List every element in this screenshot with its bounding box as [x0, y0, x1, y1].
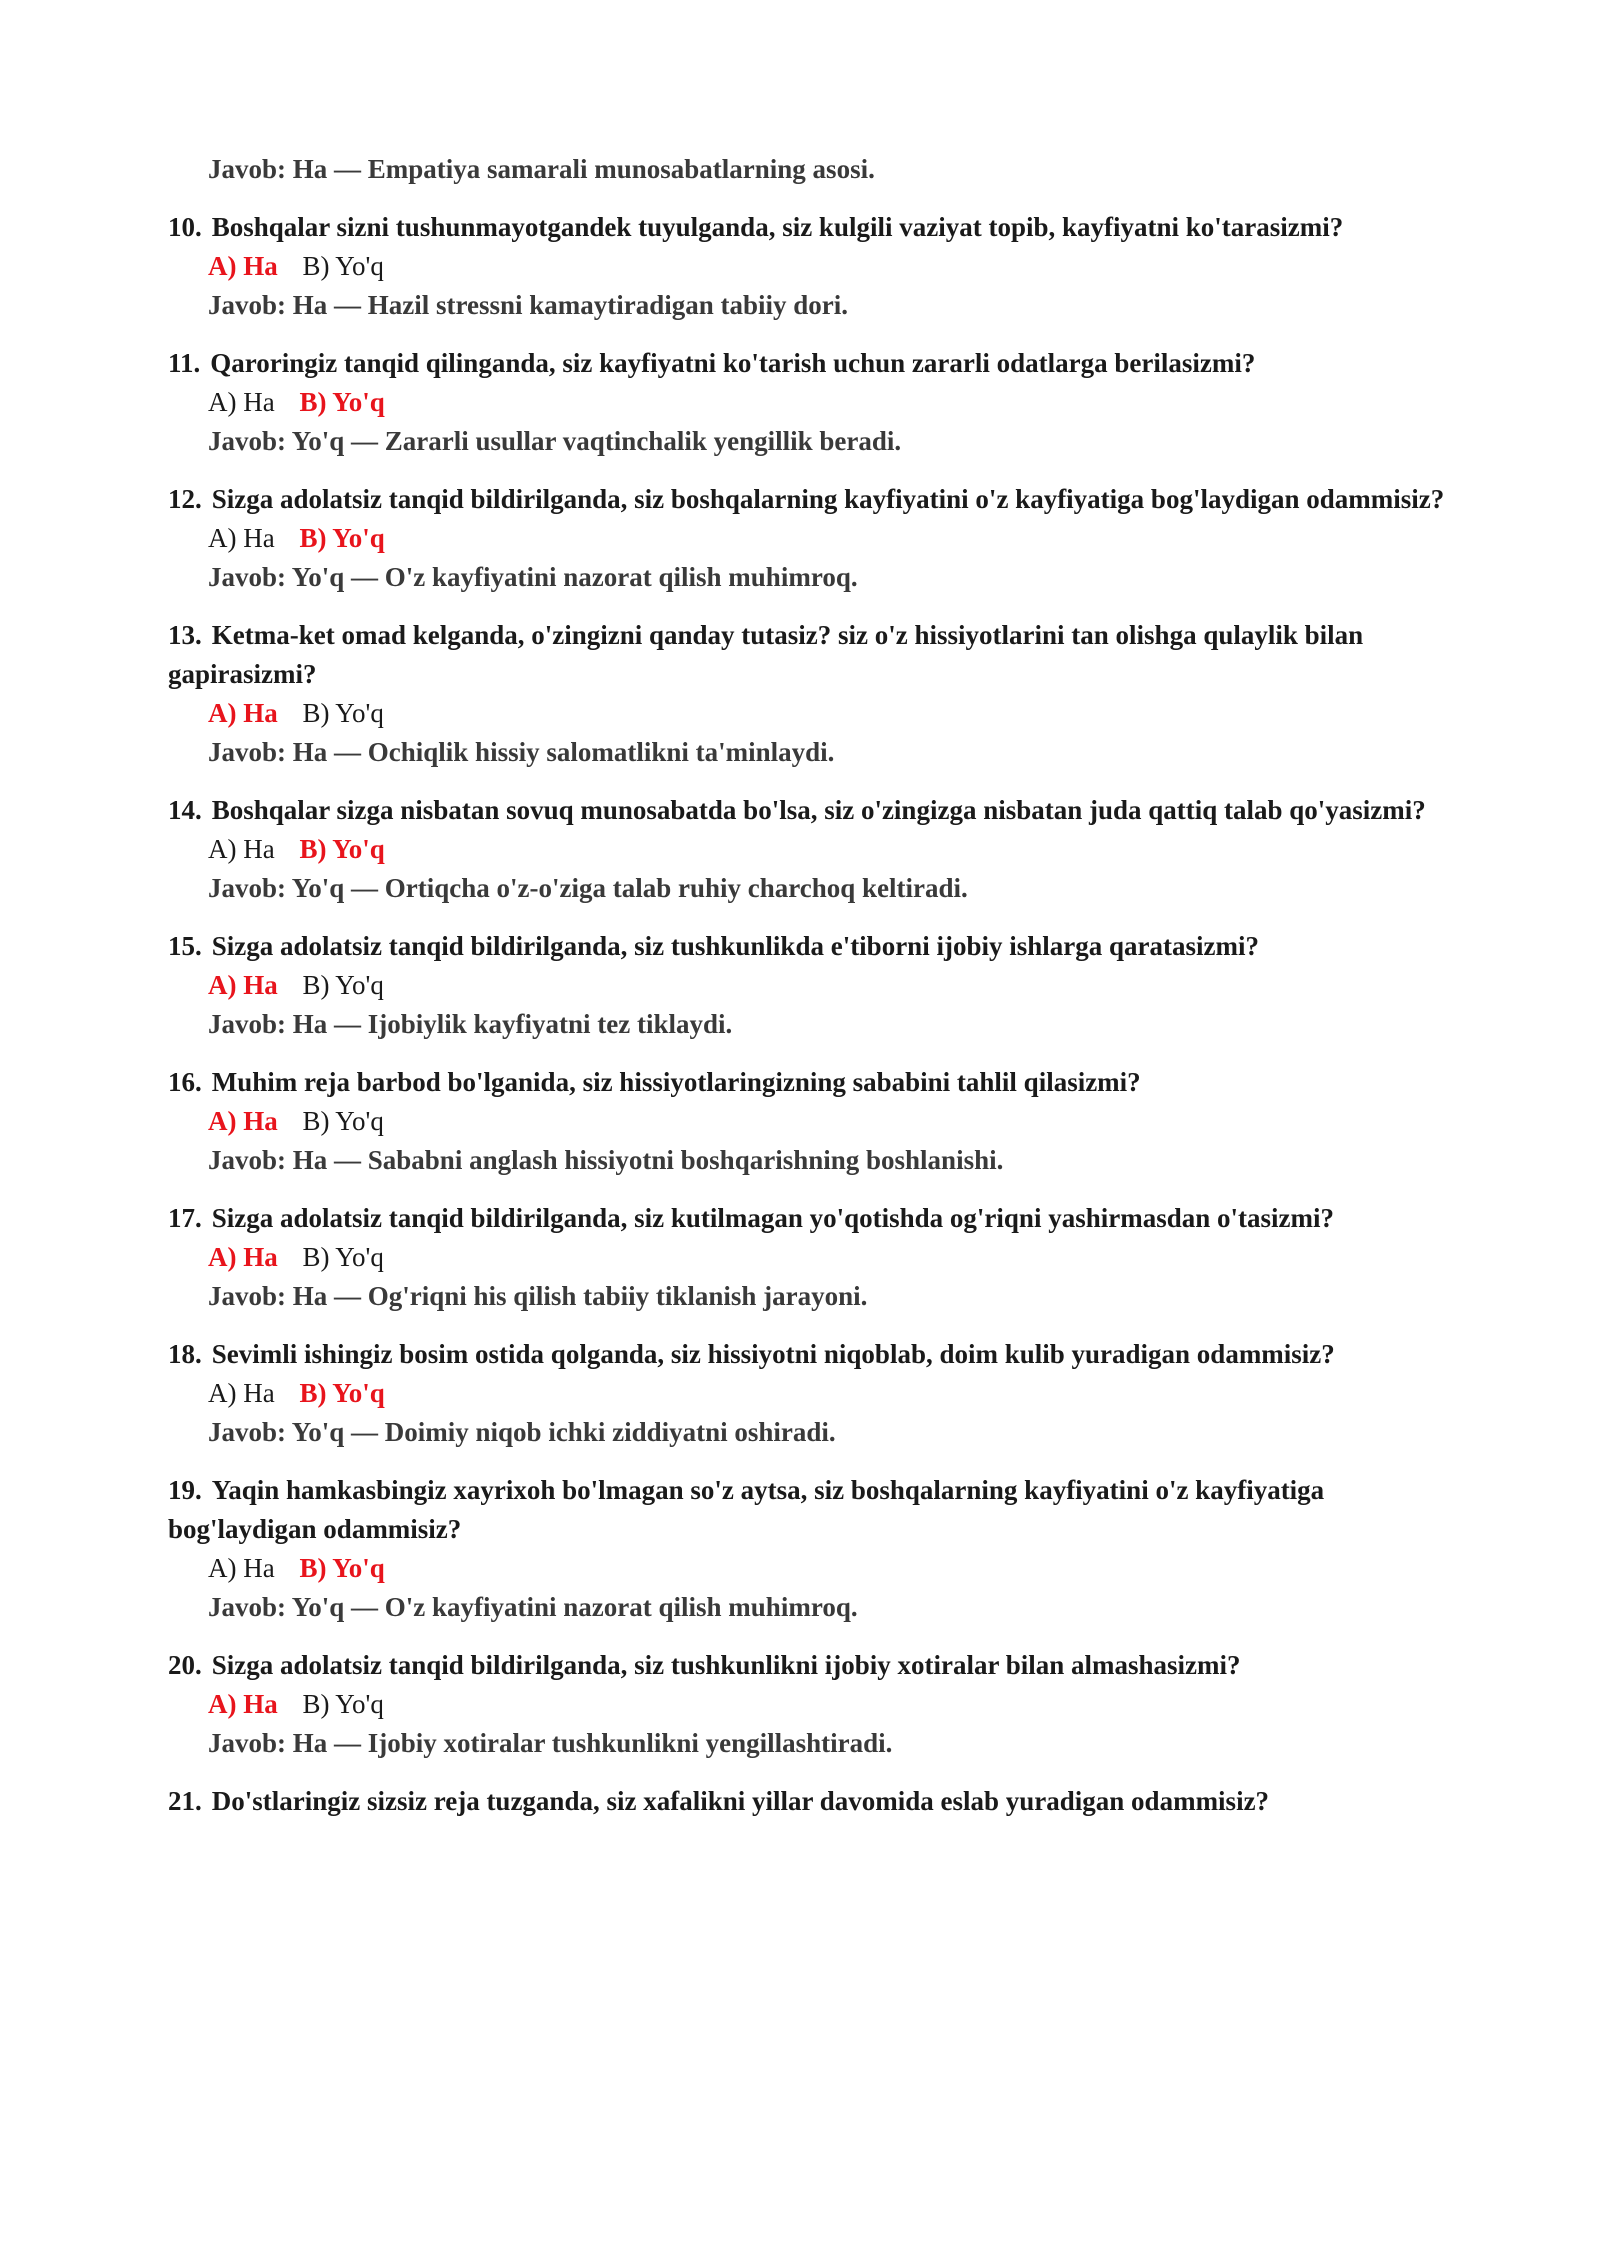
question-text: Ketma-ket omad kelganda, o'zingizni qanday tutasiz? siz o'z hissiyotlarini tan olishga qulaylik bilan gapirasizmi?	[168, 620, 1364, 689]
question-item	[168, 616, 1448, 772]
option-b: B) Yo'q	[299, 1378, 385, 1408]
question-text-line	[168, 1199, 1448, 1238]
question-text-line	[168, 1063, 1448, 1102]
question-number: 20.	[168, 1650, 202, 1680]
answer-line: Javob: Ha — Ijobiy xotiralar tushkunlikni yengillashtiradi.	[208, 1728, 893, 1758]
answer-line: Javob: Ha — Ochiqlik hissiy salomatlikni ta'minlaydi.	[208, 737, 835, 767]
question-number: 18.	[168, 1339, 202, 1369]
question-number: 19.	[168, 1475, 202, 1505]
answer-line: Javob: Yo'q — Ortiqcha o'z-o'ziga talab ruhiy charchoq keltiradi.	[208, 873, 968, 903]
question-number: 13.	[168, 620, 202, 650]
question-text: Do'stlaringiz sizsiz reja tuzganda, siz xafalikni yillar davomida eslab yuradigan odammisiz?	[211, 1786, 1270, 1816]
answer-options	[168, 247, 1448, 286]
answer-options	[168, 519, 1448, 558]
question-number: 12.	[168, 484, 202, 514]
option-b: B) Yo'q	[302, 1242, 384, 1272]
question-item	[168, 1199, 1448, 1316]
question-text-line	[168, 1782, 1448, 1821]
answer-options	[168, 383, 1448, 422]
answer-line: Javob: Yo'q — Doimiy niqob ichki ziddiyatni oshiradi.	[208, 1417, 836, 1447]
option-b: B) Yo'q	[299, 834, 385, 864]
question-item	[168, 1335, 1448, 1452]
document-page	[168, 150, 1448, 1840]
option-b: B) Yo'q	[302, 251, 384, 281]
question-text: Yaqin hamkasbingiz xayrixoh bo'lmagan so'z aytsa, siz boshqalarning kayfiyatini o'z kayfiyatiga bog'laydigan odammisiz?	[168, 1475, 1325, 1544]
answer-line: Javob: Ha — Ijobiylik kayfiyatni tez tiklaydi.	[208, 1009, 733, 1039]
option-a: A) Ha	[208, 1242, 278, 1272]
question-number: 16.	[168, 1067, 202, 1097]
answer-line: Javob: Yo'q — Zararli usullar vaqtinchalik yengillik beradi.	[208, 426, 902, 456]
question-text-line	[168, 1646, 1448, 1685]
option-b: B) Yo'q	[302, 1689, 384, 1719]
answer-options	[168, 1238, 1448, 1277]
question-text-line	[168, 480, 1448, 519]
option-b: B) Yo'q	[299, 523, 385, 553]
question-text: Qaroringiz tanqid qilinganda, siz kayfiyatni ko'tarish uchun zararli odatlarga berilasizmi?	[210, 348, 1256, 378]
option-a: A) Ha	[208, 698, 278, 728]
answer-line: Javob: Ha — Empatiya samarali munosabatlarning asosi.	[208, 154, 875, 184]
answer-line: Javob: Ha — Hazil stressni kamaytiradigan tabiiy dori.	[208, 290, 849, 320]
option-a: A) Ha	[208, 387, 275, 417]
option-b: B) Yo'q	[299, 1553, 385, 1583]
question-text: Sevimli ishingiz bosim ostida qolganda, siz hissiyotni niqoblab, doim kulib yuradigan odammisiz?	[211, 1339, 1335, 1369]
lead-block	[168, 150, 1448, 189]
question-number: 15.	[168, 931, 202, 961]
question-text-line	[168, 791, 1448, 830]
option-a: A) Ha	[208, 1689, 278, 1719]
question-number: 10.	[168, 212, 202, 242]
option-b: B) Yo'q	[302, 970, 384, 1000]
question-text: Muhim reja barbod bo'lganida, siz hissiyotlaringizning sababini tahlil qilasizmi?	[211, 1067, 1141, 1097]
answer-line: Javob: Ha — Og'riqni his qilish tabiiy tiklanish jarayoni.	[208, 1281, 868, 1311]
question-text-line	[168, 1471, 1448, 1549]
option-b: B) Yo'q	[302, 1106, 384, 1136]
question-item	[168, 927, 1448, 1044]
option-a: A) Ha	[208, 1106, 278, 1136]
answer-options	[168, 1102, 1448, 1141]
option-a: A) Ha	[208, 251, 278, 281]
question-item	[168, 208, 1448, 325]
question-item	[168, 1646, 1448, 1763]
option-b: B) Yo'q	[302, 698, 384, 728]
question-text-line	[168, 344, 1448, 383]
question-number: 11.	[168, 348, 201, 378]
question-text: Sizga adolatsiz tanqid bildirilganda, siz tushkunlikni ijobiy xotiralar bilan almashasizmi?	[211, 1650, 1241, 1680]
answer-options	[168, 830, 1448, 869]
option-a: A) Ha	[208, 834, 275, 864]
question-text-line	[168, 616, 1448, 694]
question-item	[168, 1471, 1448, 1627]
question-item	[168, 791, 1448, 908]
question-item	[168, 344, 1448, 461]
answer-line: Javob: Ha — Sababni anglash hissiyotni boshqarishning boshlanishi.	[208, 1145, 1004, 1175]
question-text: Sizga adolatsiz tanqid bildirilganda, siz tushkunlikda e'tiborni ijobiy ishlarga qaratasizmi?	[211, 931, 1259, 961]
question-item	[168, 1782, 1448, 1821]
option-a: A) Ha	[208, 523, 275, 553]
question-number: 14.	[168, 795, 202, 825]
question-text-line	[168, 1335, 1448, 1374]
question-text: Sizga adolatsiz tanqid bildirilganda, siz boshqalarning kayfiyatini o'z kayfiyatiga bog'laydigan odammisiz?	[211, 484, 1445, 514]
question-item	[168, 1063, 1448, 1180]
option-a: A) Ha	[208, 1378, 275, 1408]
question-text-line	[168, 208, 1448, 247]
question-item	[168, 480, 1448, 597]
answer-options	[168, 1549, 1448, 1588]
question-number: 17.	[168, 1203, 202, 1233]
question-text: Boshqalar sizni tushunmayotgandek tuyulganda, siz kulgili vaziyat topib, kayfiyatni ko'tarasizmi?	[211, 212, 1344, 242]
answer-line: Javob: Yo'q — O'z kayfiyatini nazorat qilish muhimroq.	[208, 1592, 858, 1622]
answer-options	[168, 1374, 1448, 1413]
question-text-line	[168, 927, 1448, 966]
option-a: A) Ha	[208, 1553, 275, 1583]
option-b: B) Yo'q	[299, 387, 385, 417]
question-text: Boshqalar sizga nisbatan sovuq munosabatda bo'lsa, siz o'zingizga nisbatan juda qattiq talab qo'yasizmi?	[211, 795, 1426, 825]
answer-options	[168, 1685, 1448, 1724]
option-a: A) Ha	[208, 970, 278, 1000]
answer-options	[168, 966, 1448, 1005]
answer-options	[168, 694, 1448, 733]
question-text: Sizga adolatsiz tanqid bildirilganda, siz kutilmagan yo'qotishda og'riqni yashirmasdan o'tasizmi?	[211, 1203, 1334, 1233]
answer-line: Javob: Yo'q — O'z kayfiyatini nazorat qilish muhimroq.	[208, 562, 858, 592]
question-number: 21.	[168, 1786, 202, 1816]
